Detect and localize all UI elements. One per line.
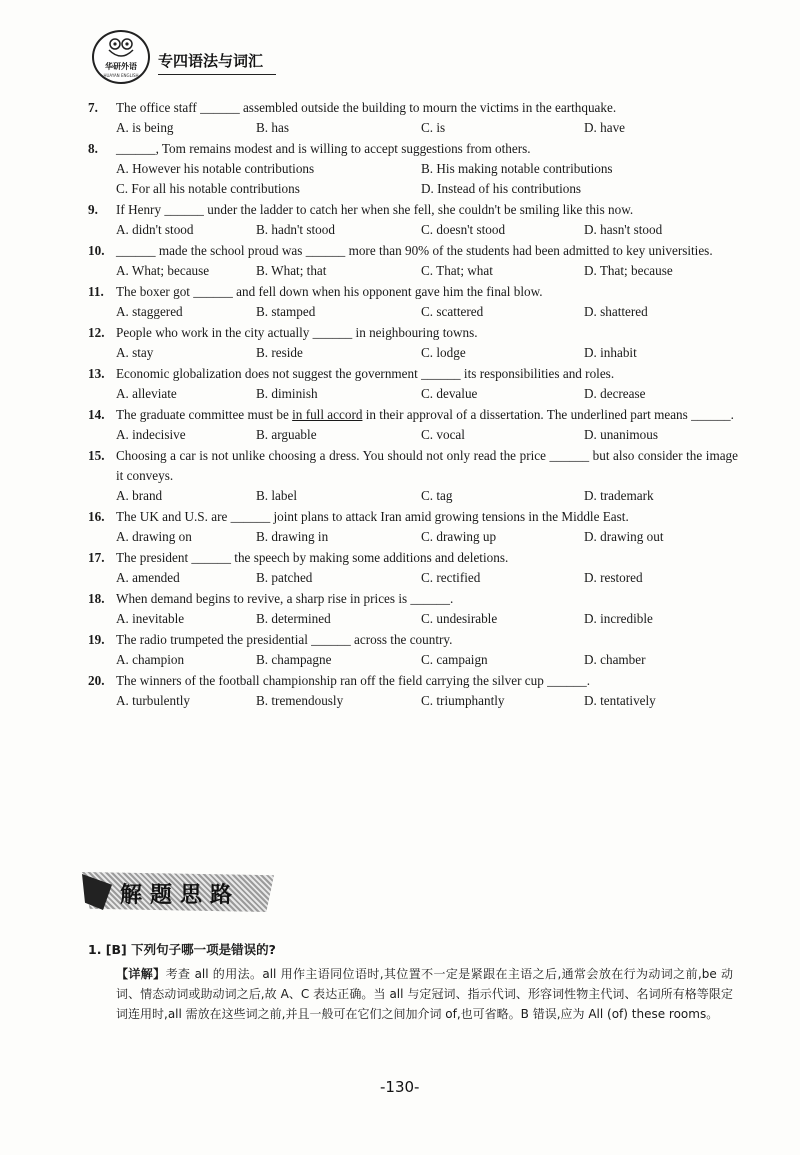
question-text: The UK and U.S. are ______ joint plans to attack Iran amid growing tensions in the Middle East. xyxy=(116,509,629,524)
answer-option: B. champagne xyxy=(256,652,332,667)
options-row xyxy=(88,691,738,711)
question-stem xyxy=(88,98,738,118)
answer-option: C. rectified xyxy=(421,570,481,585)
question-stem xyxy=(88,589,738,609)
options-row xyxy=(88,486,738,506)
question-text: The office staff ______ assembled outside the building to mourn the victims in the earthquake. xyxy=(116,100,617,115)
question-number: 9. xyxy=(88,202,98,217)
question-stem xyxy=(88,405,738,425)
question-stem xyxy=(88,241,738,261)
answer-option: A. turbulently xyxy=(116,693,190,708)
question-item xyxy=(88,507,738,547)
question-item xyxy=(88,364,738,404)
options-row xyxy=(88,425,738,445)
answer-option: D. hasn't stood xyxy=(584,222,663,237)
answer-option: A. inevitable xyxy=(116,611,185,626)
question-item xyxy=(88,323,738,363)
question-stem xyxy=(88,446,738,486)
page-number: -130- xyxy=(380,1078,420,1096)
question-item xyxy=(88,405,738,445)
question-number: 12. xyxy=(88,325,105,340)
answer-option: C. For all his notable contributions xyxy=(116,181,300,196)
answer-option: B. drawing in xyxy=(256,529,329,544)
question-text-after: in their approval of a dissertation. The underlined part means ______. xyxy=(362,407,734,422)
question-number: 15. xyxy=(88,448,105,463)
question-text: Economic globalization does not suggest the government ______ its responsibilities and roles. xyxy=(116,366,615,381)
detail-tag: 【详解】 xyxy=(116,967,166,981)
question-item xyxy=(88,139,738,199)
question-text: When demand begins to revive, a sharp rise in prices is ______. xyxy=(116,591,454,606)
question-stem xyxy=(88,200,738,220)
options-row xyxy=(88,220,738,240)
options-row xyxy=(88,118,738,138)
question-item xyxy=(88,589,738,629)
answer-option: A. drawing on xyxy=(116,529,192,544)
question-text: ______ made the school proud was ______ more than 90% of the students had been admitted to key universities. xyxy=(116,243,713,258)
question-number: 17. xyxy=(88,550,105,565)
logo-text: 华研外语 xyxy=(105,62,137,71)
answer-option: C. lodge xyxy=(421,345,466,360)
answer-option: B. hadn't stood xyxy=(256,222,335,237)
answer-option: B. stamped xyxy=(256,304,316,319)
answer-option: D. incredible xyxy=(584,611,653,626)
answer-option: C. scattered xyxy=(421,304,484,319)
answer-option: B. determined xyxy=(256,611,331,626)
answer-option: B. His making notable contributions xyxy=(421,161,613,176)
answer-option: C. doesn't stood xyxy=(421,222,506,237)
answer-option: A. stay xyxy=(116,345,154,360)
answer-option: C. triumphantly xyxy=(421,693,505,708)
section-banner xyxy=(82,872,274,912)
answer-option: A. However his notable contributions xyxy=(116,161,315,176)
question-item xyxy=(88,241,738,281)
answer-option: C. tag xyxy=(421,488,453,503)
options-row xyxy=(88,159,738,179)
question-text xyxy=(116,405,738,425)
question-text: ______, Tom remains modest and is willing to accept suggestions from others. xyxy=(116,141,531,156)
answer-option: D. Instead of his contributions xyxy=(421,181,582,196)
options-row xyxy=(88,179,738,199)
answer-option: D. restored xyxy=(584,570,643,585)
question-stem xyxy=(88,364,738,384)
answer-option: A. champion xyxy=(116,652,185,667)
answer-option: D. drawing out xyxy=(584,529,664,544)
answer-option: D. have xyxy=(584,120,626,135)
answer-option: B. tremendously xyxy=(256,693,344,708)
answer-option: D. chamber xyxy=(584,652,646,667)
options-row xyxy=(88,302,738,322)
section-title: 解题思路 xyxy=(120,883,241,908)
answer-option: A. is being xyxy=(116,120,174,135)
answer-option: B. patched xyxy=(256,570,313,585)
question-stem xyxy=(88,139,738,159)
question-number: 18. xyxy=(88,591,105,606)
answer-option: C. vocal xyxy=(421,427,465,442)
answer-option: B. has xyxy=(256,120,289,135)
answer-option: D. inhabit xyxy=(584,345,637,360)
question-text: People who work in the city actually ______ in neighbouring towns. xyxy=(116,325,478,340)
question-number: 16. xyxy=(88,509,105,524)
question-number: 8. xyxy=(88,141,98,156)
question-item xyxy=(88,200,738,240)
answer-option: D. That; because xyxy=(584,263,673,278)
question-stem xyxy=(88,671,738,691)
options-row xyxy=(88,650,738,670)
answer-option: B. What; that xyxy=(256,263,327,278)
question-stem xyxy=(88,323,738,343)
question-item xyxy=(88,446,738,506)
question-number: 19. xyxy=(88,632,105,647)
answer-option: A. What; because xyxy=(116,263,210,278)
answer-option: D. unanimous xyxy=(584,427,658,442)
question-stem xyxy=(88,507,738,527)
page-header xyxy=(78,28,308,84)
answer-option: A. alleviate xyxy=(116,386,177,401)
answer-option: A. didn't stood xyxy=(116,222,194,237)
answer-option: B. arguable xyxy=(256,427,317,442)
question-item xyxy=(88,630,738,670)
question-text: The winners of the football championship ran off the field carrying the silver cup ______. xyxy=(116,673,591,688)
question-number: 7. xyxy=(88,100,98,115)
answer-option: B. diminish xyxy=(256,386,318,401)
options-row xyxy=(88,384,738,404)
answer-option: C. undesirable xyxy=(421,611,498,626)
question-text: Choosing a car is not unlike choosing a dress. You should not only read the price ______ but also consider the image it conveys. xyxy=(116,448,738,483)
answer-option: B. label xyxy=(256,488,298,503)
answer-option: D. trademark xyxy=(584,488,654,503)
answer-option: A. indecisive xyxy=(116,427,186,442)
answer-option: C. campaign xyxy=(421,652,488,667)
answer-option: D. shattered xyxy=(584,304,648,319)
answer-option: C. drawing up xyxy=(421,529,497,544)
question-item xyxy=(88,282,738,322)
question-number: 14. xyxy=(88,407,105,422)
detail-text: 考查 all 的用法。all 用作主语同位语时,其位置不一定是紧跟在主语之后,通常会放在行为动词之前,be 动词、情态动词或助动词之后,故 A、C 表达正确。当 all 与定冠词、指示代词、形容词性物主代词、名词所有格等限定词连用时,all 需放在这些词之前,并且一般可在它们之间加介词 of,也可省略。B 错误,应为 All (of) these rooms。 xyxy=(116,967,733,1021)
options-row xyxy=(88,343,738,363)
answer-option: D. decrease xyxy=(584,386,646,401)
question-text: The radio trumpeted the presidential ______ across the country. xyxy=(116,632,453,647)
question-list xyxy=(88,98,738,712)
question-number: 13. xyxy=(88,366,105,381)
book-title: 专四语法与词汇 xyxy=(158,50,276,75)
answer-option: C. That; what xyxy=(421,263,493,278)
question-text: If Henry ______ under the ladder to catch her when she fell, she couldn't be smiling like this now. xyxy=(116,202,634,217)
answer-option: A. staggered xyxy=(116,304,183,319)
answer-option: A. brand xyxy=(116,488,163,503)
question-item xyxy=(88,98,738,138)
question-number: 20. xyxy=(88,673,105,688)
answer-option: C. is xyxy=(421,120,446,135)
answer-heading: 1. [B] 下列句子哪一项是错误的? xyxy=(88,942,276,957)
options-row xyxy=(88,609,738,629)
logo-subtext: HUAYAN ENGLISH xyxy=(103,73,139,78)
question-stem xyxy=(88,630,738,650)
question-text: The boxer got ______ and fell down when his opponent gave him the final blow. xyxy=(116,284,543,299)
question-item xyxy=(88,548,738,588)
answer-option: D. tentatively xyxy=(584,693,656,708)
question-stem xyxy=(88,282,738,302)
question-text: The president ______ the speech by making some additions and deletions. xyxy=(116,550,509,565)
answer-body xyxy=(88,964,733,1024)
publisher-logo xyxy=(92,30,150,84)
question-number: 11. xyxy=(88,284,104,299)
answer-option: B. reside xyxy=(256,345,303,360)
question-number: 10. xyxy=(88,243,105,258)
underlined-phrase: in full accord xyxy=(292,407,363,422)
question-stem xyxy=(88,548,738,568)
question-text-before: The graduate committee must be xyxy=(116,407,293,422)
options-row xyxy=(88,568,738,588)
answer-option: A. amended xyxy=(116,570,180,585)
options-row xyxy=(88,527,738,547)
options-row xyxy=(88,261,738,281)
answer-explanation xyxy=(88,940,733,1024)
question-item xyxy=(88,671,738,711)
answer-option: C. devalue xyxy=(421,386,478,401)
